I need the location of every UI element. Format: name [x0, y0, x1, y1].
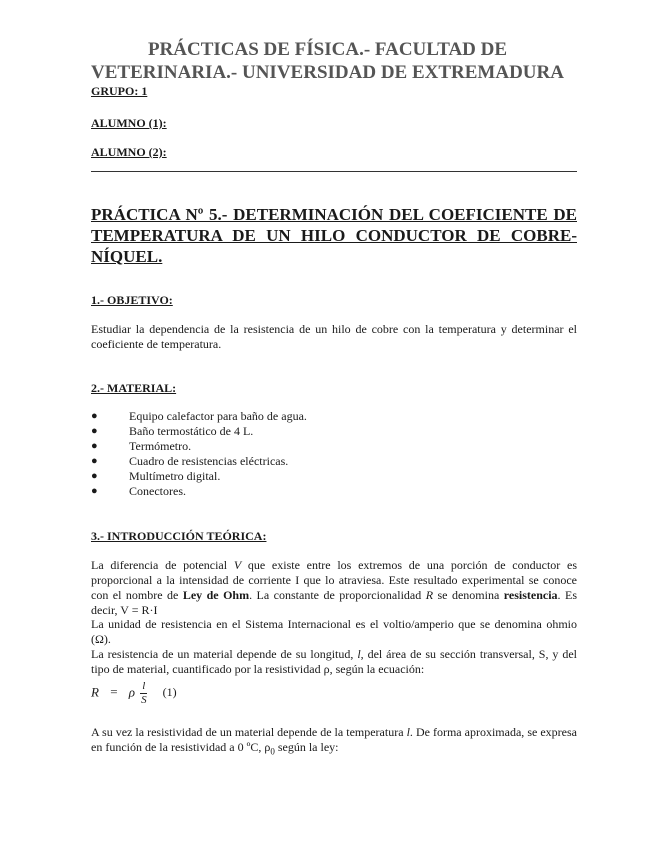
formula-denominator: S	[141, 694, 147, 706]
formula-equals: =	[110, 684, 118, 700]
horizontal-divider	[91, 171, 577, 172]
formula-rho: ρ	[128, 684, 136, 700]
header-title-line-1: PRÁCTICAS DE FÍSICA.- FACULTAD DE	[147, 39, 508, 60]
equation-number: (1)	[162, 685, 177, 700]
intro-heading: 3.- INTRODUCCIÓN TEÓRICA:	[91, 529, 267, 543]
formula-numerator: l	[142, 680, 146, 692]
header-title-line-2: VETERINARIA.- UNIVERSIDAD DE EXTREMADURA	[91, 62, 564, 83]
resistance-formula	[91, 680, 177, 707]
page-header-title	[60, 38, 595, 84]
objective-heading: 1.- OBJETIVO:	[91, 293, 173, 307]
group-field: GRUPO: 1	[91, 84, 148, 98]
list-item: ● Termómetro.	[91, 439, 192, 453]
bullet-icon: ●	[91, 470, 98, 482]
formula-fraction	[140, 680, 147, 707]
material-heading: 2.- MATERIAL:	[91, 381, 177, 395]
student-1-field: ALUMNO (1):	[91, 116, 167, 130]
bullet-icon: ●	[91, 455, 98, 467]
list-item: ● Conectores.	[91, 484, 186, 498]
intro-paragraph-3: La resistencia de un material depende de su longitud, l, del área de su sección transversal, S, y del tipo de material, cuantificado por la resistividad ρ, según la ecuación:	[91, 647, 577, 676]
list-item: ● Multímetro digital.	[91, 469, 221, 483]
list-item: ● Baño termostático de 4 L.	[91, 424, 254, 438]
practice-title: PRÁCTICA Nº 5.- DETERMINACIÓN DEL COEFICIENTE DE TEMPERATURA DE UN HILO CONDUCTOR DE COBRE-NÍQUEL.	[91, 205, 577, 266]
intro-paragraph-2: La unidad de resistencia en el Sistema Internacional es el voltio/amperio que se denomina ohmio (Ω).	[91, 617, 577, 646]
bullet-icon: ●	[91, 485, 98, 497]
bullet-icon: ●	[91, 440, 98, 452]
formula-lhs: R	[91, 684, 99, 700]
list-item: ● Cuadro de resistencias eléctricas.	[91, 454, 289, 468]
student-2-field: ALUMNO (2):	[91, 145, 167, 159]
list-item: ● Equipo calefactor para baño de agua.	[91, 409, 307, 423]
objective-text: Estudiar la dependencia de la resistencia de un hilo de cobre con la temperatura y determinar el coeficiente de temperatura.	[91, 322, 577, 351]
material-list	[91, 409, 307, 499]
intro-paragraph-1: La diferencia de potencial V que existe entre los extremos de una porción de conductor es proporcional a la intensidad de corriente I que lo atraviesa. Este resultado experimental se conoce con el nombre de Ley de Ohm. La constante de proporcionalidad R se denomina resistencia. Es decir, V = R·I	[91, 558, 577, 617]
bullet-icon: ●	[91, 425, 98, 437]
intro-paragraph-4: A su vez la resistividad de un material depende de la temperatura l. De forma aproximada, se expresa en función de la resistividad a 0 ºC, $\rho_0$ según la ley:	[91, 725, 577, 757]
bullet-icon: ●	[91, 410, 98, 422]
